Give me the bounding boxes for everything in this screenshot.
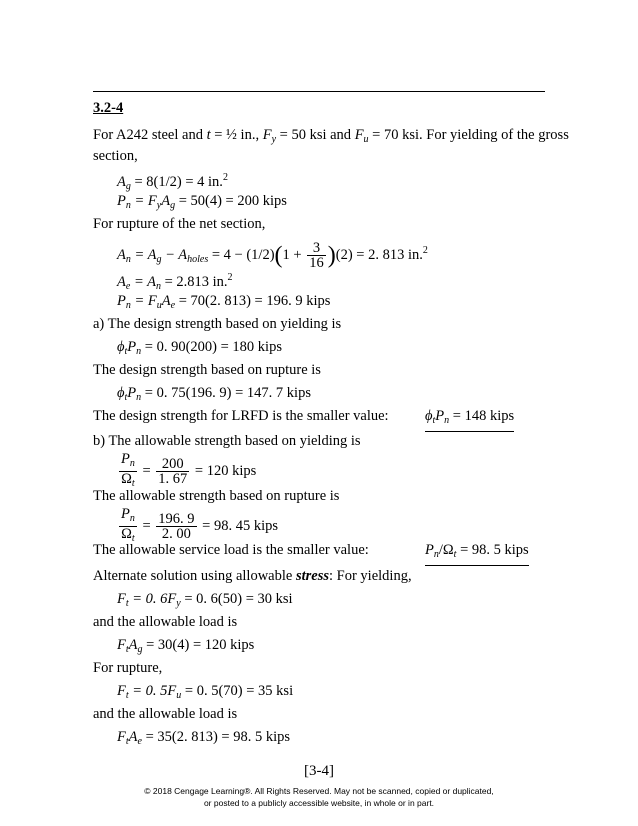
fraction-3-16: $\frac{3}{16}$ <box>309 240 324 271</box>
asd-result: $P_n/\Omega_t = 98$. 5 kips <box>425 541 529 566</box>
equation-load-yield: $F_tA_g = 30(4) = 120$ kips <box>117 637 255 655</box>
asd-rupture-line: The allowable strength based on rupture is <box>93 488 340 504</box>
footer-line-2: or posted to a publicly accessible website, in whole or in part. <box>203 798 435 808</box>
for-rupture-line: For rupture, <box>93 660 163 676</box>
allowable-load-line-2: and the allowable load is <box>93 706 238 722</box>
equation-an: $A_n = A_g - A_{holes} = 4 - (1/2)(1$ + $\frac{3}{16}$ )(2) = 2. 813 in.$^2$ <box>117 240 428 271</box>
rupture-design-line: The design strength based on rupture is <box>93 362 321 378</box>
equation-ft-rupture: $F_t = 0$. $5F_u = 0$. 5(70) = 35 ksi <box>117 683 294 701</box>
allowable-load-line-1: and the allowable load is <box>93 614 238 630</box>
equation-load-rupture: $F_tA_e = 35(2$. 813) = 98. 5 kips <box>117 729 291 747</box>
equation-phi-rupture: $\phi_tP_n = 0$. 75(196. 9) = 147. 7 kips <box>117 385 311 403</box>
page-number: [3-4] <box>304 763 334 779</box>
part-b-heading: b) The allowable strength based on yielding is <box>93 433 361 449</box>
problem-number: 3.2-4 <box>93 100 124 116</box>
header-rule <box>93 91 545 92</box>
equation-pn-rupture: $P_n = F_uA_e = 70(2$. 813) = 196. 9 kips <box>117 293 331 311</box>
footer-line-1: © 2018 Cengage Learning®. All Rights Reserved. May not be scanned, copied or duplicated, <box>144 786 494 796</box>
alternate-solution-line: Alternate solution using allowable stress: For yielding, <box>93 568 412 584</box>
intro-line-2: section, <box>93 148 138 164</box>
rupture-intro: For rupture of the net section, <box>93 216 266 232</box>
equation-phi-yield: $\phi_tP_n = 0$. 90(200) = 180 kips <box>117 339 282 357</box>
asd-conclusion: The allowable service load is the smaller value: <box>93 542 369 558</box>
equation-asd-yield: $\frac{P_n}{\Omega_t}$ = $\frac{200}{1. 67}$ = 120 kips <box>121 451 257 489</box>
equation-ae: $A_e = A_n = 2.813$ in.$^2$ <box>117 272 233 292</box>
lrfd-conclusion: The design strength for LRFD is the smaller value: <box>93 408 389 424</box>
intro-line-1: For A242 steel and t = ½ in., $F_y = 50$ ksi and $F_u = 70$ ksi. For yielding of the gross <box>93 127 569 145</box>
equation-ft-yield: $F_t = 0$. $6F_y = 0$. 6(50) = 30 ksi <box>117 591 293 609</box>
part-a-heading: a) The design strength based on yielding is <box>93 316 342 332</box>
equation-asd-rupture: $\frac{P_n}{\Omega_t}$ = $\frac{196. 9}{2. 00}$ = 98. 45 kips <box>121 506 279 544</box>
copyright-footer <box>0 785 638 809</box>
equation-pn-yield: $P_n = F_yA_g = 50(4) = 200$ kips <box>117 193 287 211</box>
equation-ag: $A_g = 8(1/2) = 4$ in.$^2$ <box>117 172 228 192</box>
lrfd-result: $\phi_tP_n = 148$ kips <box>425 407 514 432</box>
